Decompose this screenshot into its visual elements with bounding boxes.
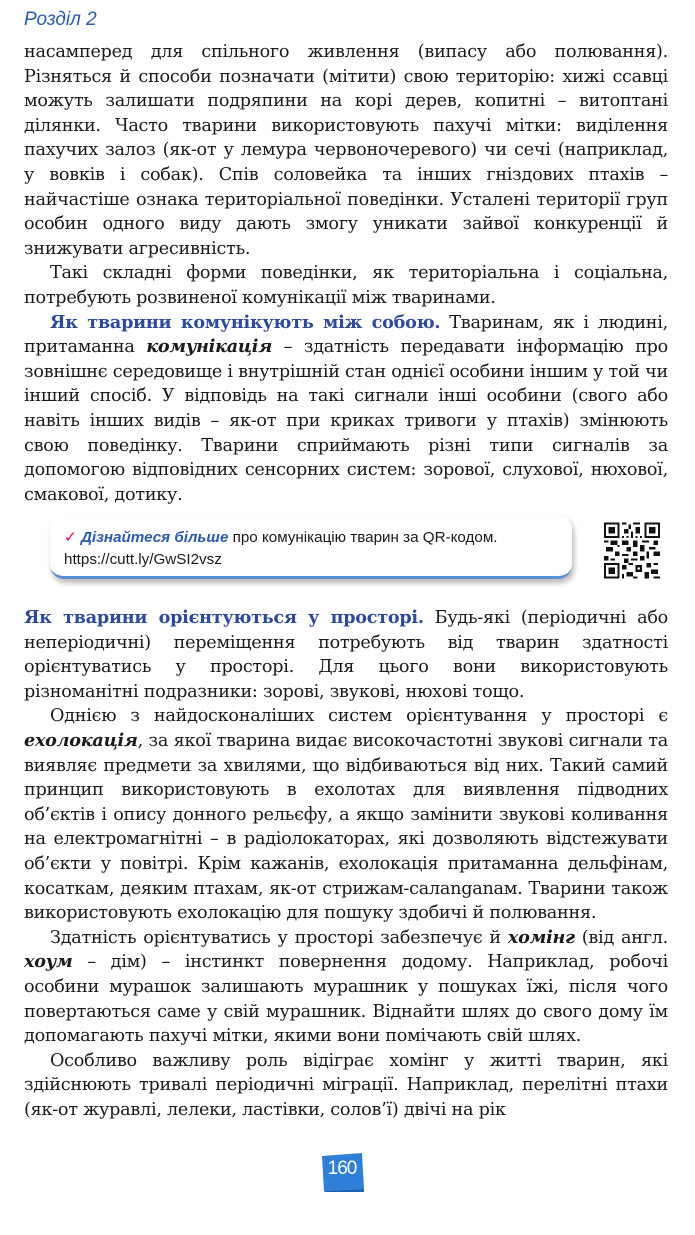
term-communication: комунікація [146, 336, 272, 358]
text-fragment: – здатність передавати інформацію про зовнішнє середовище і внутрішній стан однієї особини іншим у той чи інший спосіб. У відповідь на такі сигнали інші особини (свого або навіть інших видів – як-от при криках тривоги у птахів) змінюють свою поведінку. Тварини сприймають різні типи сигналів за допомогою відповідних сенсорних систем: зорової, слухової, нюхової, смакової, дотику. [24, 337, 668, 505]
callout-url-link[interactable]: https://cutt.ly/GwSI2vsz [64, 551, 222, 568]
term-homing: хомінг [507, 926, 575, 948]
checkmark-icon: ✓ [64, 529, 77, 546]
page-number-badge [319, 1152, 365, 1192]
paragraph-homing [24, 926, 668, 1049]
text-fragment: Будь-які (періодичні або неперіодичні) переміщення потребують від тварин здатності орієнтуватись у просторі. Для цього вони використовують різноманітні подразники: зорові, звукові, нюхові тощо. [24, 608, 669, 702]
heading-orientation: Як тварини орієнтуються у просторі. [24, 607, 424, 628]
paragraph-communication-need: Такі складні форми поведінки, як територіальна і соціальна, потребують розвиненої комунікації між тваринами. [24, 263, 668, 308]
paragraph-territory: насамперед для спільного живлення (випасу або полювання). Різняться й способи позначати (мітити) свою територію: хижі ссавці можуть залишати подряпини на корі дерев, копитні – витоптані ділянки. Часто тварини використовують пахучі мітки: виділення пахучих залоз (як-от у лемура червоночеревого) чи сечі (наприклад, у вовків і собак). Спів соловейка та інших гніздових птахів – найчастіше ознака територіальної поведінки. Усталені території груп особин одного виду дають змогу уникати зайвої конкуренції й знижувати агресивність. [24, 42, 668, 259]
text-block-territory [24, 40, 668, 507]
text-fragment: , за якої тварина видає високочастотні звукові сигнали та виявляє предмети за хвилями, що відбиваються від них. Такий самий принцип використовують в ехолотах для виявлення підводних об’єктів і опису донного рельєфу, а якщо замінити звукові коливання на електромагнітні – в радіолокаторах, які дозволяють відстежувати об’єкти у повітрі. Крім кажанів, ехолокація притаманна дельфінам, косаткам, деяким птахам, як-от стрижам-салanganам. Тварини також використовують ехолокацію для пошуку здобичі й полювання. [24, 730, 668, 924]
text-block-orientation [24, 606, 668, 1122]
text-fragment: Здатність орієнтуватись у просторі забезпечує й [50, 927, 508, 948]
text-fragment: – дім) – інстинкт повернення додому. Наприклад, робочі особини мурашок залишають мурашник у пошуках їжі, після чого повертаються саме у свій мурашник. Віднайти шлях до свого дому їм допомагають пахучі мітки, якими вони помічають свій шлях. [24, 952, 668, 1047]
term-echolocation: ехолокація [24, 729, 138, 751]
learn-more-label: Дізнайтеся більше [80, 529, 229, 546]
term-home: хоум [24, 951, 73, 973]
page-number: 160 [327, 1158, 357, 1179]
text-fragment: Тваринам, як і людині, притаманна [24, 312, 668, 358]
callout-text: про комунікацію тварин за QR-кодом. [228, 529, 498, 546]
text-fragment: Однією з найдосконаліших систем орієнтування у просторі є [50, 706, 668, 727]
callout-line [64, 527, 562, 549]
qr-code-icon[interactable] [604, 521, 660, 580]
paragraph-communication [24, 311, 668, 508]
section-label: Розділ 2 [24, 9, 97, 30]
paragraph-migration: Особливо важливу роль відіграє хомінг у житті тварин, які здійснюють тривалі періодичні міграції. Наприклад, перелітні птахи (як-от журавлі, лелеки, ластівки, солов’ї) двічі на рік [24, 1050, 668, 1120]
paragraph-orientation [24, 606, 668, 704]
qr-callout-box [50, 515, 572, 579]
heading-communication: Як тварини комунікують між собою. [50, 311, 441, 333]
text-fragment: (від англ. [574, 927, 668, 948]
paragraph-echolocation [24, 704, 668, 925]
